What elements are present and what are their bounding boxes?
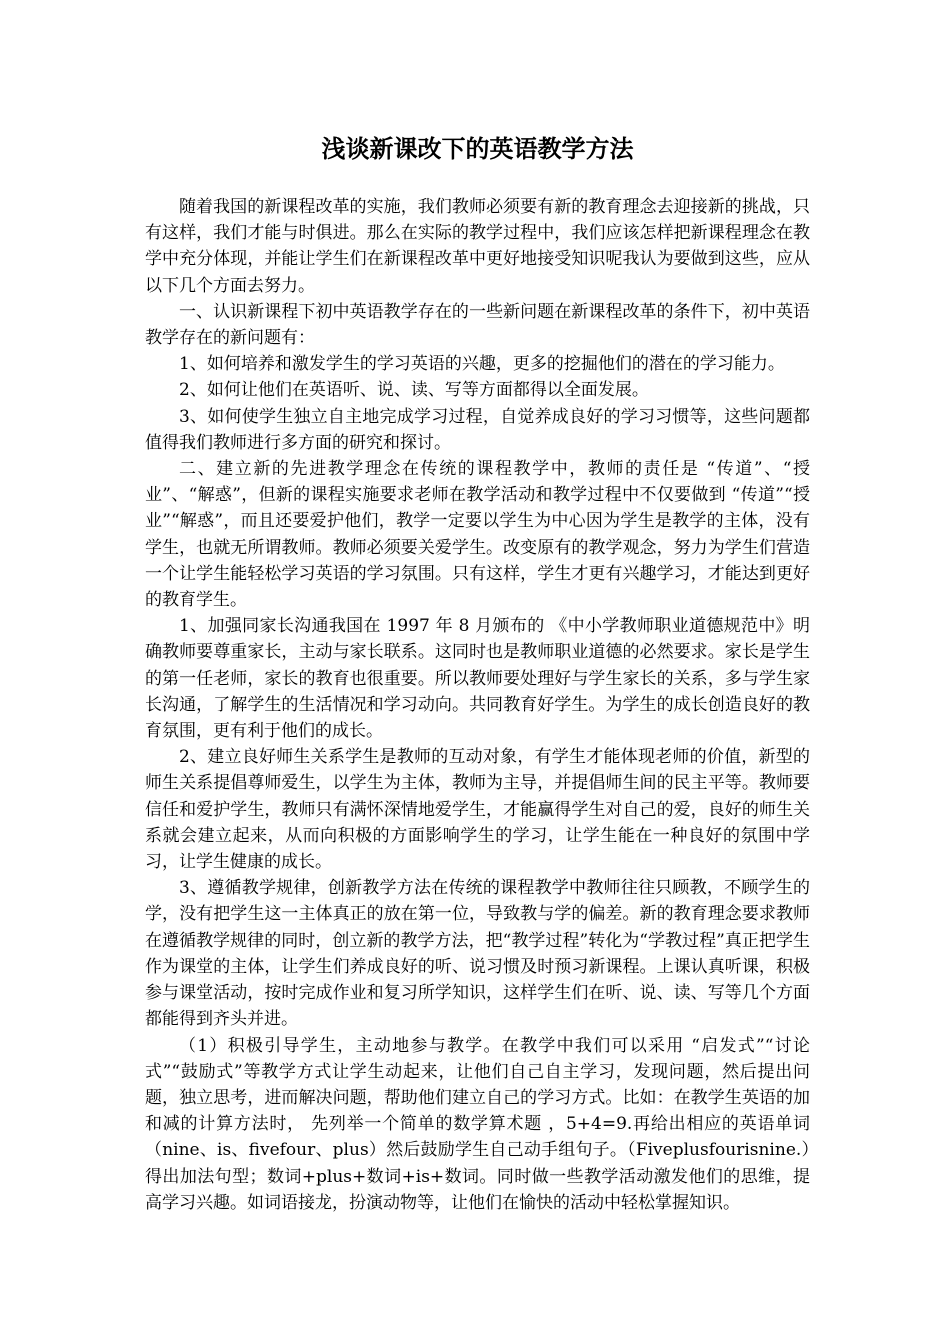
paragraph-section-1-heading: 一、认识新课程下初中英语教学存在的一些新问题在新课程改革的条件下，初中英语教学存在的新问题有： [145,301,810,349]
paragraph-section-2-item-3: 3、遵循教学规律，创新教学方法在传统的课程教学中教师往往只顾教，不顾学生的学，没有把学生这一主体真正的放在第一位，导致教与学的偏差。新的教育理念要求教师在遵循教学规律的同时，创立新的教学方法，把“教学过程”转化为“学教过程”真正把学生作为课堂的主体，让学生们养成良好的听、说习惯及时预习新课程。上课认真听课，积极参与课堂活动，按时完成作业和复习所学知识，这样学生们在听、说、读、写等几个方面都能得到齐头并进。 [145,878,810,1030]
document-page [145,132,810,1216]
paragraph-section-2-item-1: 1、加强同家长沟通我国在 1997 年 8 月颁布的 《中小学教师职业道德规范中》明确教师要尊重家长，主动与家长联系。这同时也是教师职业道德的必然要求。家长是学生的第一任老师，家长的教育也很重要。所以教师要处理好与学生家长的关系，多与学生家长沟通，了解学生的生活情况和学习动向。共同教育好学生。为学生的成长创造良好的教育氛围，更有利于他们的成长。 [145,616,810,742]
paragraph-section-2-heading: 二、建立新的先进教学理念在传统的课程教学中，教师的责任是 “传道”、“授业”、“解惑”，但新的课程实施要求老师在教学活动和教学过程中不仅要做到 “传道”“授业”“解惑”，而且还要爱护他们，教学一定要以学生为中心因为学生是教学的主体，没有学生，也就无所谓教师。教师必须要关爱学生。改变原有的教学观念，努力为学生们营造一个让学生能轻松学习英语的学习氛围。只有这样，学生才更有兴趣学习，才能达到更好的教育学生。 [145,459,810,611]
paragraph-section-2-item-2: 2、建立良好师生关系学生是教师的互动对象，有学生才能体现老师的价值，新型的师生关系提倡尊师爱生，以学生为主体，教师为主导，并提倡师生间的民主平等。教师要信任和爱护学生，教师只有满怀深情地爱学生，才能赢得学生对自己的爱，良好的师生关系就会建立起来，从而向积极的方面影响学生的学习，让学生能在一种良好的氛围中学习，让学生健康的成长。 [145,747,810,873]
document-body [145,194,810,1216]
paragraph-intro: 随着我国的新课程改革的实施，我们教师必须要有新的教育理念去迎接新的挑战，只有这样，我们才能与时俱进。那么在实际的教学过程中，我们应该怎样把新课程理念在教学中充分体现，并能让学生们在新课程改革中更好地接受知识呢我认为要做到这些，应从以下几个方面去努力。 [145,197,810,296]
paragraph-section-1-item-1: 1、如何培养和激发学生的学习英语的兴趣，更多的挖掘他们的潜在的学习能力。 [179,354,785,375]
paragraph-section-1-item-2: 2、如何让他们在英语听、说、读、写等方面都得以全面发展。 [179,380,649,401]
document-title: 浅谈新课改下的英语教学方法 [321,134,634,163]
paragraph-section-1-item-3: 3、如何使学生独立自主地完成学习过程，自觉养成良好的学习习惯等，这些问题都值得我们教师进行多方面的研究和探讨。 [145,406,810,453]
paragraph-section-2-item-3-sub-1: （1）积极引导学生，主动地参与教学。在教学中我们可以采用 “启发式”“讨论式”“鼓励式”等教学方式让学生动起来，让他们自己自主学习，发现问题，然后提出问题，独立思考，进而解决问题，帮助他们建立自己的学习方式。比如：在教学生英语的加和减的计算方法时， 先列举一个简单的数学算术题 ，5+4=9.再给出相应的英语单词（nine、is、fivefour、plus）然后鼓励学生自己动手组句子。（Fiveplusfourisnine.）得出加法句型；数词+plus+数词+is+数词。同时做一些教学活动激发他们的思维，提高学习兴趣。如词语接龙，扮演动物等，让他们在愉快的活动中轻松掌握知识。 [145,1035,810,1213]
